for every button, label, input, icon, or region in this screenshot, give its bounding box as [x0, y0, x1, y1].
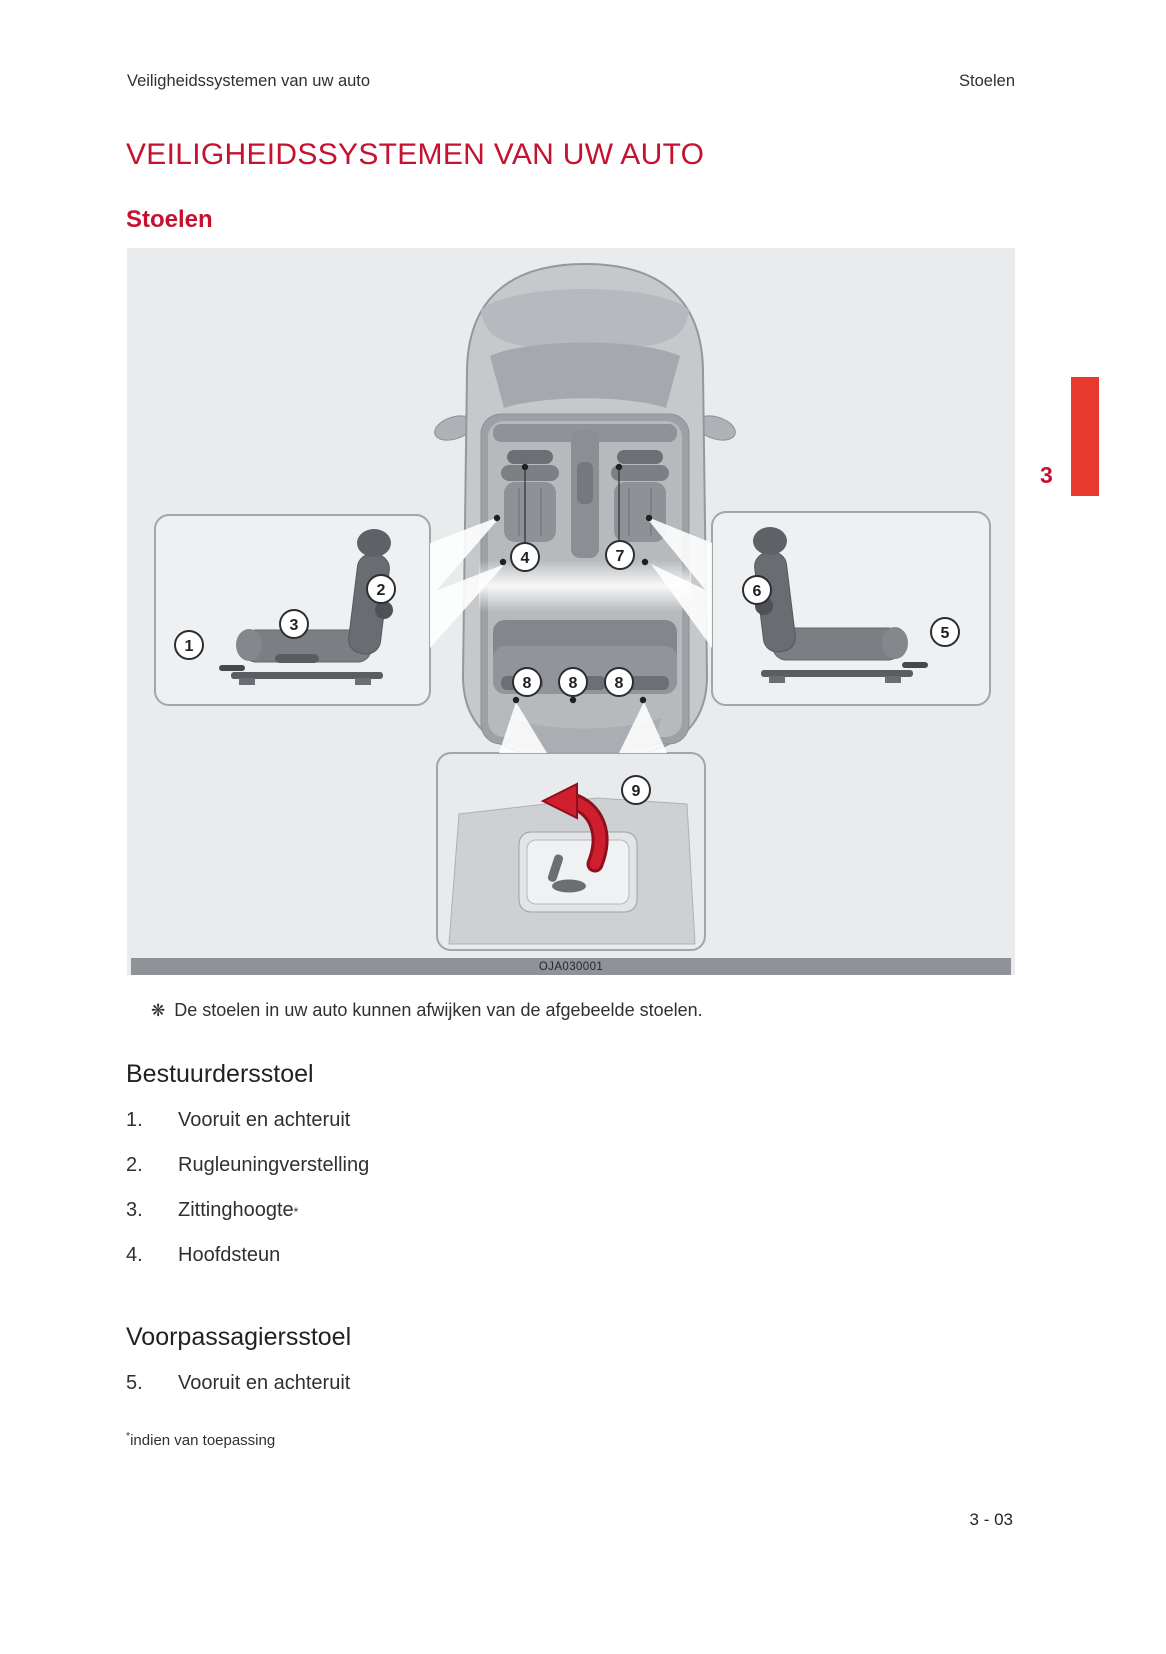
callout-4: [511, 543, 539, 571]
running-header-left: Veiligheidssystemen van uw auto: [127, 72, 371, 90]
callout-5: [931, 618, 959, 646]
passenger-seat-inset: [712, 512, 990, 705]
seat-diagram: [127, 248, 1015, 958]
svg-text:8: 8: [568, 675, 578, 692]
gear-selector: [577, 462, 593, 504]
callout-3: [280, 610, 308, 638]
svg-text:5: 5: [940, 625, 950, 642]
note-text: De stoelen in uw auto kunnen afwijken van de afgebeelde stoelen.: [174, 1000, 703, 1020]
recline-knob: [375, 601, 393, 619]
hood: [481, 289, 689, 348]
note-line: [151, 1000, 911, 1021]
callout-6: [743, 576, 771, 604]
passenger-seat-heading: Voorpassagiersstoel: [126, 1323, 352, 1351]
seat-headrest: [753, 527, 787, 555]
svg-text:6: 6: [752, 583, 762, 600]
seat-lists: [126, 1060, 926, 1451]
slide-lever: [219, 665, 245, 671]
callout-8c: [605, 668, 633, 696]
page-title: VEILIGHEIDSSYSTEMEN VAN UW AUTO: [126, 138, 705, 171]
footnote: *indien van toepassing: [126, 1430, 276, 1449]
passenger-seat-list: [126, 1372, 926, 1417]
svg-text:1: 1: [184, 638, 194, 655]
chapter-number: 3: [1040, 462, 1053, 488]
figure-caption-bar: [131, 958, 1011, 975]
callout-7: [606, 541, 634, 569]
svg-text:3: 3: [289, 617, 299, 634]
list-item: 2. Rugleuningverstelling: [126, 1154, 370, 1176]
light-streak: [479, 560, 691, 612]
height-lever: [275, 654, 319, 663]
list-item: 3. Zittinghoogte *: [126, 1199, 299, 1221]
callout-8b: [559, 668, 587, 696]
list-item: 1. Vooruit en achteruit: [126, 1109, 351, 1131]
list-item: 5. Vooruit en achteruit: [126, 1372, 351, 1394]
svg-text:4: 4: [520, 550, 530, 567]
svg-text:8: 8: [614, 675, 624, 692]
seat-rail: [761, 670, 913, 677]
slide-lever: [902, 662, 928, 668]
windshield: [490, 343, 680, 409]
callout-9: [622, 776, 650, 804]
figure-caption: OJA030001: [538, 960, 604, 973]
fold-control-inset: [437, 753, 705, 950]
asterisk-note-icon: ❋: [151, 1001, 166, 1020]
driver-seat-list: [126, 1109, 926, 1289]
list-item: 4. Hoofdsteun: [126, 1244, 281, 1266]
section-title: Stoelen: [126, 206, 213, 233]
svg-text:7: 7: [615, 548, 625, 565]
chapter-tab-marker: [1071, 377, 1099, 496]
svg-text:8: 8: [522, 675, 532, 692]
callout-8a: [513, 668, 541, 696]
svg-text:2: 2: [376, 582, 386, 599]
seat-diagram-figure: [127, 248, 1015, 975]
running-header-right: Stoelen: [959, 72, 1015, 90]
svg-text:9: 9: [631, 783, 641, 800]
callout-1: [175, 631, 203, 659]
seat-headrest: [357, 529, 391, 557]
driver-seat-heading: Bestuurdersstoel: [126, 1060, 314, 1088]
callout-2: [367, 575, 395, 603]
fold-button-face: [527, 840, 629, 904]
page-number: 3 - 03: [969, 1510, 1013, 1529]
seat-rail: [231, 672, 383, 679]
